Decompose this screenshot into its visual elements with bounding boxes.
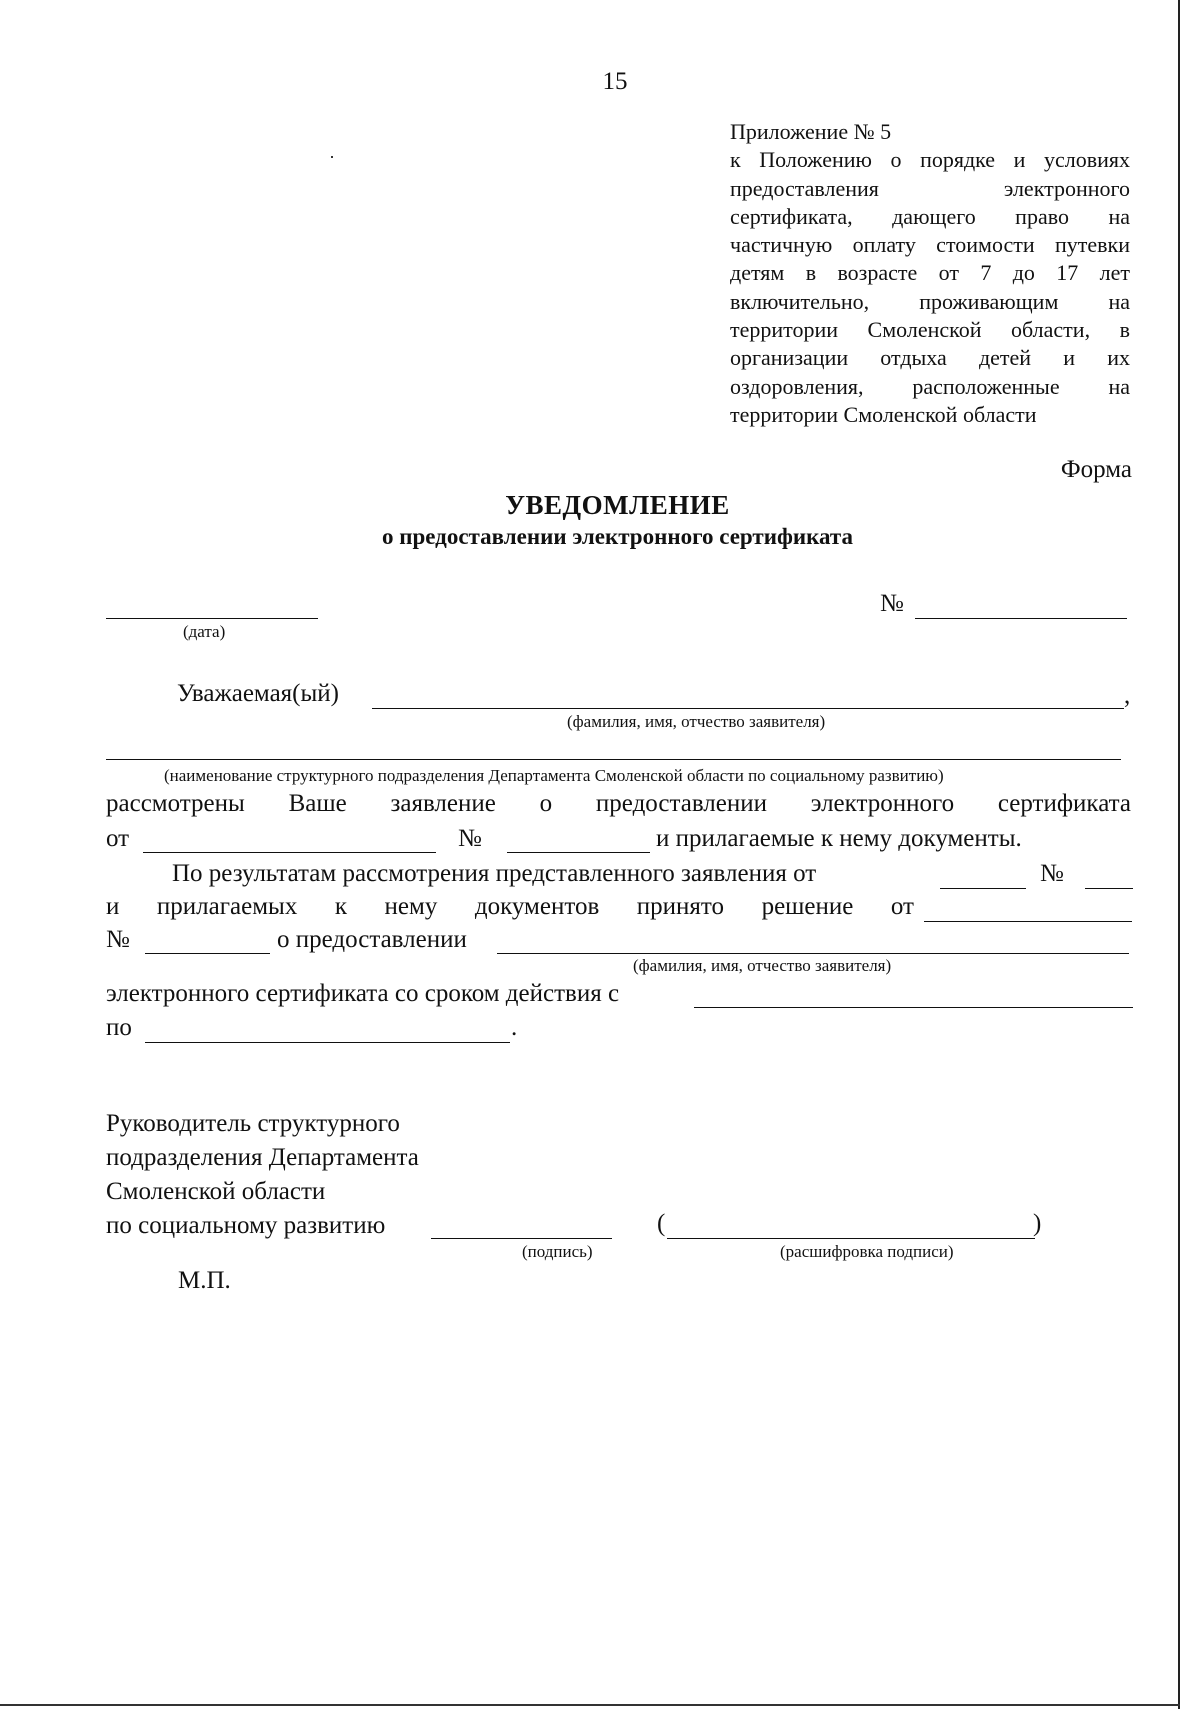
greeting-comma: , — [1124, 682, 1131, 709]
body-line-4-word: документов — [474, 893, 600, 920]
provision-text: о предоставлении — [277, 926, 467, 953]
body-line-4-word: нему — [384, 893, 438, 920]
validity-end-dot: . — [511, 1014, 518, 1041]
appendix-block — [730, 118, 1130, 429]
body-line-4-word: прилагаемых — [156, 893, 298, 920]
stamp-place: М.П. — [178, 1267, 231, 1294]
signer-line-4: по социальному развитию — [106, 1212, 386, 1239]
review-number-sign: № — [1040, 860, 1064, 887]
validity-end-line[interactable] — [145, 1042, 510, 1043]
number-sign: № — [880, 590, 904, 617]
validity-text: электронного сертификата со сроком действия с — [106, 980, 620, 1007]
attached-docs-text: и прилагаемые к нему документы. — [656, 825, 1022, 852]
application-date-line[interactable] — [143, 852, 436, 853]
body-line-1-word: электронного — [810, 790, 955, 817]
results-text: По результатам рассмотрения представленного заявления от — [172, 860, 817, 887]
signer-line-3: Смоленской области — [106, 1178, 326, 1205]
body-line-4-word: от — [890, 893, 914, 920]
greeting-label: Уважаемая(ый) — [177, 680, 339, 707]
signature-decoding-line[interactable] — [667, 1238, 1035, 1239]
body-line-1-word: рассмотрены — [106, 790, 245, 817]
review-number-line[interactable] — [1085, 888, 1133, 889]
decision-number-line[interactable] — [145, 953, 270, 954]
validity-by-label: по — [106, 1014, 132, 1041]
certificate-holder-caption: (фамилия, имя, отчество заявителя) — [633, 956, 892, 975]
application-number-line[interactable] — [507, 852, 650, 853]
body-line-4-word: принято — [636, 893, 725, 920]
signer-line-1: Руководитель структурного — [106, 1110, 400, 1137]
document-subtitle: о предоставлении электронного сертификата — [381, 524, 854, 549]
body-line-1-word: заявление — [390, 790, 496, 817]
applicant-name-caption: (фамилия, имя, отчество заявителя) — [567, 712, 826, 731]
signature-decoding-caption: (расшифровка подписи) — [780, 1242, 954, 1261]
appendix-title: Приложение № 5 — [730, 119, 892, 144]
validity-start-line[interactable] — [694, 1007, 1133, 1008]
decision-date-line[interactable] — [924, 921, 1132, 922]
body-line-4-word: к — [334, 893, 348, 920]
notice-number-line[interactable] — [915, 618, 1127, 619]
document-title: УВЕДОМЛЕНИЕ — [505, 490, 730, 520]
applicant-name-line[interactable] — [372, 708, 1124, 709]
body-line-1-word: Ваше — [288, 790, 347, 817]
application-number-sign: № — [458, 825, 482, 852]
appendix-body: к Положению о порядке и условиях предоставления электронного сертификата, дающего право на частичную оплату стоимости путевки детям в возрасте от 7 до 17 лет включительно, проживающим на территории Смоленской области, в организации отдыха детей и их оздоровления, расположенные на территории Смоленской области — [730, 147, 1130, 427]
decision-number-sign: № — [106, 926, 130, 953]
open-paren: ( — [657, 1210, 666, 1237]
review-date-line[interactable] — [940, 888, 1026, 889]
close-paren: ) — [1033, 1210, 1042, 1237]
form-label: Форма — [1060, 456, 1132, 483]
body-line-4 — [106, 893, 914, 921]
body-line-1-word: о — [539, 790, 553, 817]
scan-speck — [331, 156, 333, 158]
page-edge-bottom — [0, 1704, 1180, 1706]
signature-caption: (подпись) — [522, 1242, 593, 1261]
signer-line-2: подразделения Департамента — [106, 1144, 419, 1171]
department-caption: (наименование структурного подразделения Департамента Смоленской области по социальному развитию) — [164, 766, 944, 785]
body-line-4-word: и — [106, 893, 120, 920]
certificate-holder-line[interactable] — [497, 953, 1129, 954]
body-line-1-word: сертификата — [997, 790, 1131, 817]
body-line-4-word: решение — [761, 893, 854, 920]
body-line-1 — [106, 790, 1131, 818]
date-field-line[interactable] — [106, 618, 318, 619]
from-label: от — [106, 825, 130, 852]
body-line-1-word: предоставлении — [595, 790, 768, 817]
date-caption: (дата) — [183, 622, 226, 641]
page-edge-right — [1178, 0, 1180, 1709]
signature-line[interactable] — [431, 1238, 612, 1239]
page-number: 15 — [602, 68, 628, 95]
department-name-line[interactable] — [106, 759, 1121, 760]
